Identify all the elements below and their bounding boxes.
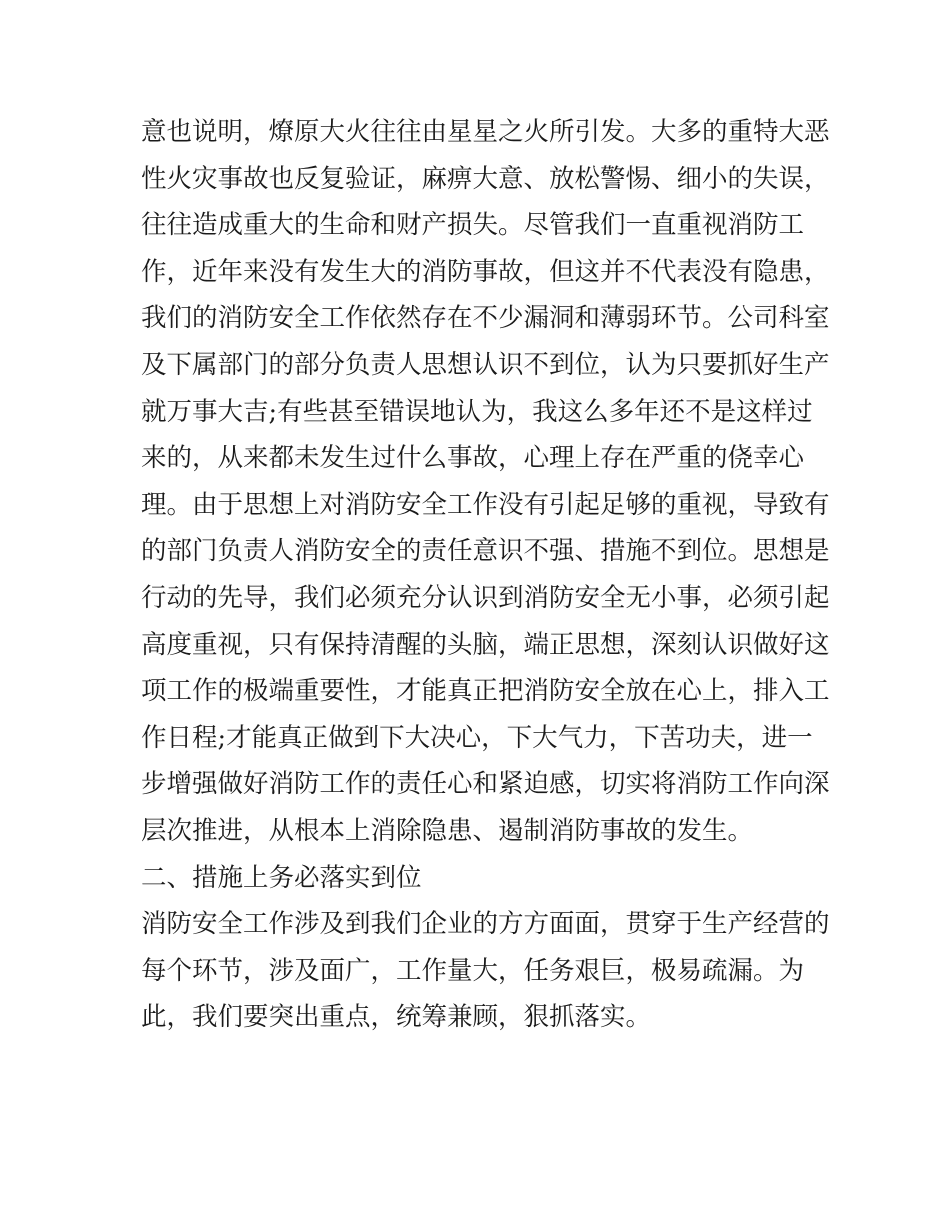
text-line: 行动的先导，我们必须充分认识到消防安全无小事，必须引起 (141, 582, 830, 613)
text-line: 我们的消防安全工作依然存在不少漏洞和薄弱环节。公司科室 (141, 303, 830, 334)
text-line: 此，我们要突出重点，统筹兼顾，狠抓落实。 (141, 1002, 652, 1033)
text-line: 理。由于思想上对消防安全工作没有引起足够的重视，导致有 (141, 489, 830, 520)
text-line: 层次推进，从根本上消除隐患、遏制消防事故的发生。 (141, 815, 754, 846)
text-line: 消防安全工作涉及到我们企业的方方面面，贯穿于生产经营的 (141, 909, 830, 940)
text-line: 高度重视，只有保持清醒的头脑，端正思想，深刻认识做好这 (141, 629, 830, 660)
text-line: 来的，从来都未发生过什么事故，心理上存在严重的侥幸心 (141, 443, 805, 474)
text-line: 作日程;才能真正做到下大决心，下大气力，下苦功夫，进一 (141, 722, 813, 753)
text-line: 就万事大吉;有些甚至错误地认为，我这么多年还不是这样过 (141, 396, 813, 427)
document-body (141, 109, 830, 1041)
text-line: 性火灾事故也反复验证，麻痹大意、放松警惕、细小的失误， (141, 163, 830, 194)
text-line: 意也说明，燎原大火往往由星星之火所引发。大多的重特大恶 (141, 117, 830, 147)
text-line: 作，近年来没有发生大的消防事故，但这并不代表没有隐患， (141, 256, 830, 287)
text-line: 及下属部门的部分负责人思想认识不到位，认为只要抓好生产 (141, 349, 830, 380)
text-line: 项工作的极端重要性，才能真正把消防安全放在心上，排入工 (141, 676, 830, 707)
text-line: 步增强做好消防工作的责任心和紧迫感，切实将消防工作向深 (141, 769, 830, 800)
text-line: 每个环节，涉及面广，工作量大，任务艰巨，极易疏漏。为 (141, 955, 805, 986)
text-line: 的部门负责人消防安全的责任意识不强、措施不到位。思想是 (141, 536, 830, 567)
section-heading: 二、措施上务必落实到位 (141, 862, 422, 893)
text-line: 往往造成重大的生命和财产损失。尽管我们一直重视消防工 (141, 210, 805, 241)
